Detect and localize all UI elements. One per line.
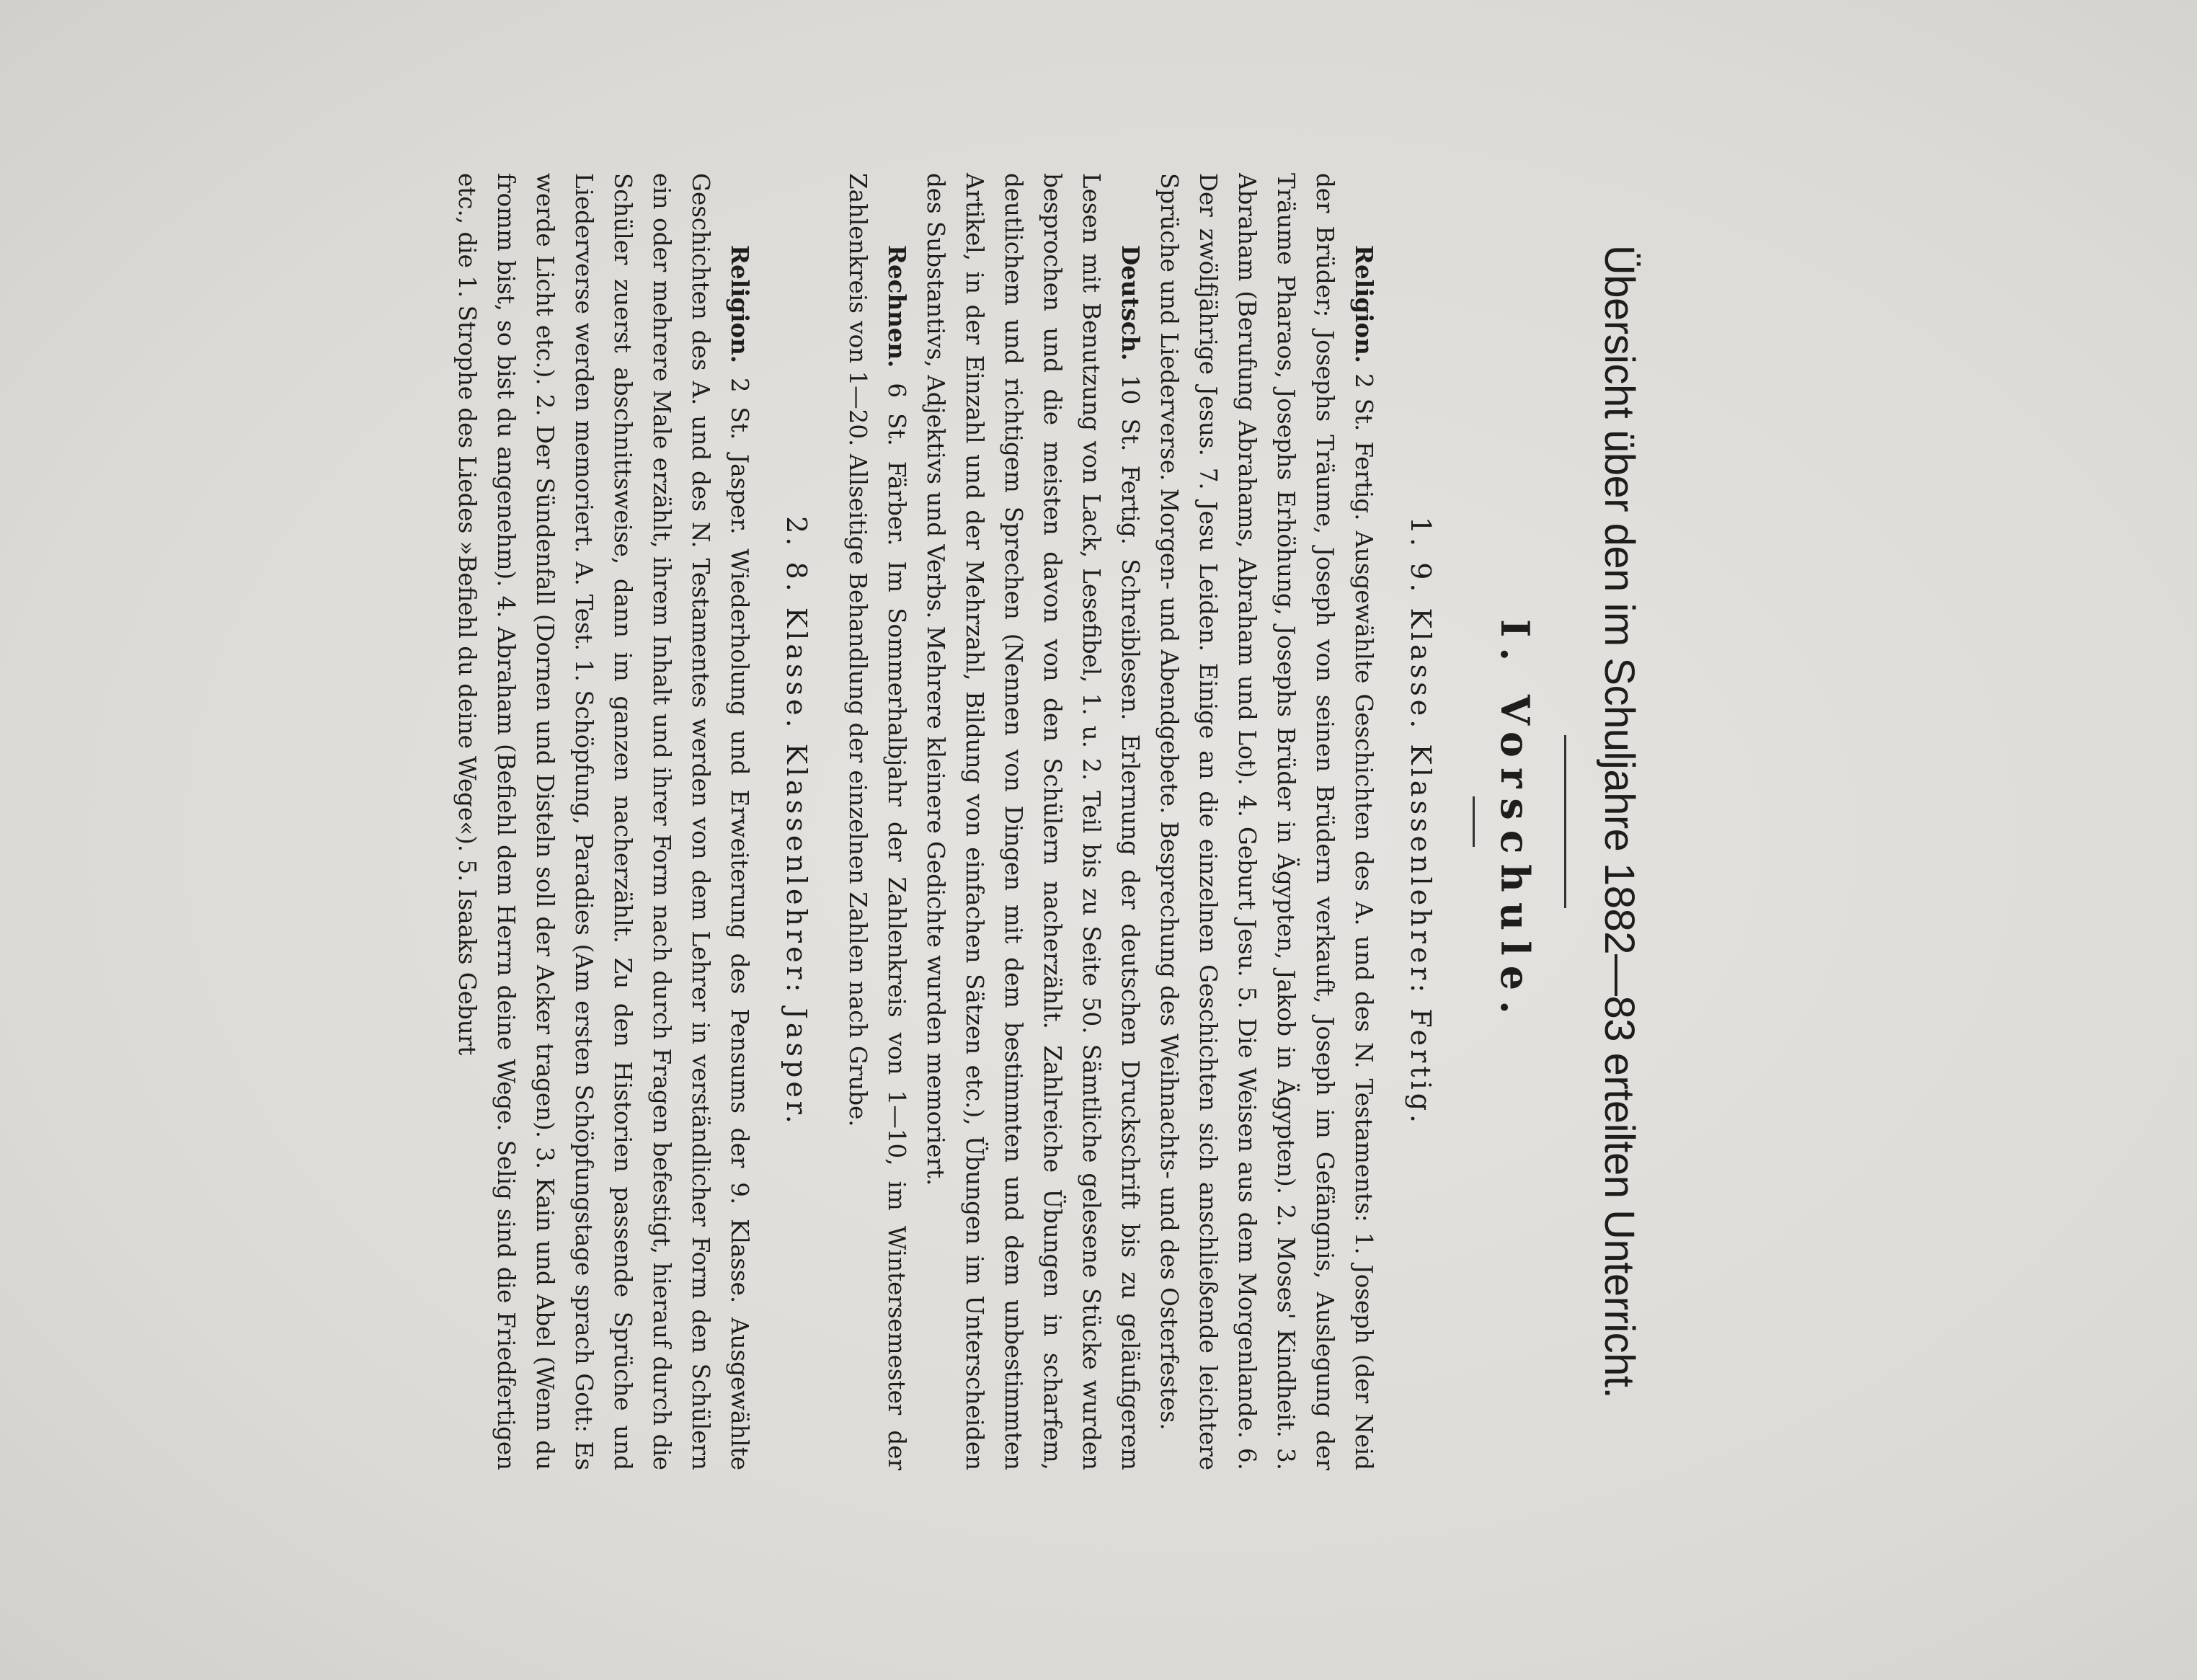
subject-text: 10 St. Fertig. Schreiblesen. Erlernung der deutschen Druckschrift bis zu geläufigerem Lesen mit Benutzung von Lack, Lesefibel, 1. u. 2. Teil bis zu Seite 50. Sämtliche gelesene Stücke wurden besprochen und die meisten davon von den Schülern nacherzählt. Zahlreiche Übungen in scharfem, deutlichem und richtigem Sprechen (Nennen von Dingen mit dem bestimmten und dem unbestimmten Artikel, in der Einzahl und der Mehrzahl, Bildung von einfachen Sätzen etc.), Übungen im Unterscheiden des Substantivs, Adjektivs und Verbs. Mehrere kleinere Gedichte wurden memoriert. <box>922 173 1144 1470</box>
subject-lead: Rechnen. <box>883 245 911 368</box>
class-heading-9: 1. 9. Klasse. Klassenlehrer: Fertig. <box>1405 516 1437 1127</box>
subject-paragraph-rechnen-9 <box>838 173 916 1470</box>
document-title: Übersicht über den im Schuljahre 1882—83 erteilten Unterricht. <box>1596 244 1643 1399</box>
section-divider <box>1473 796 1475 847</box>
title-divider <box>1564 735 1566 908</box>
subject-paragraph-religion-9 <box>1150 173 1383 1470</box>
subject-text: 2 St. Fertig. Ausgewählte Geschichten des A. und des N. Testaments: 1. Joseph (der Neid der Brüder; Josephs Träume, Joseph von seinen Brüdern verkauft, Joseph im Gefängnis, Auslegung der Träume Pharaos, Josephs Erhöhung, Josephs Brüder in Ägypten, Jakob in Ägypten). 2. Moses' Kindheit. 3. Abraham (Berufung Abrahams, Abraham und Lot). 4. Geburt Jesu. 5. Die Weisen aus dem Morgenlande. 6. Der zwölfjährige Jesus. 7. Jesu Leiden. Einige an die einzelnen Geschichten sich anschließende leichtere Sprüche und Liederverse. Morgen- und Abendgebete. Besprechung des Weihnachts- und des Osterfestes. <box>1155 173 1377 1470</box>
subject-text: 6 St. Färber. Im Sommerhalbjahr der Zahlenkreis von 1—10, im Wintersemester der Zahlenkreis von 1—20. Allseitige Behandlung der einzelnen Zahlen nach Grube. <box>844 173 910 1470</box>
rotated-document-page <box>0 58 1730 1571</box>
subject-lead: Religion. <box>1350 245 1378 364</box>
section-title: I. Vorschule. <box>1492 619 1538 1024</box>
subject-text: 2 St. Jasper. Wiederholung und Erweiterung des Pensums der 9. Klasse. Ausgewählte Geschichten des A. und des N. Testamentes werden von dem Lehrer in verständlicher Form den Schülern ein oder mehrere Male erzählt, ihrem Inhalt und ihrer Form nach durch Fragen befestigt, hierauf durch die Schüler zuerst abschnittsweise, dann im ganzen nacherzählt. Zu den Historien passende Sprüche und Liederverse werden memoriert. A. Test. 1. Schöpfung, Paradies (Am ersten Schöpfungstage sprach Gott: Es werde Licht etc.). 2. Der Sündenfall (Dornen und Disteln soll der Acker tragen). 3. Kain und Abel (Wenn du fromm bist, so bist du angenehm). 4. Abraham (Befiehl dem Herrn deine Wege. Selig sind die Friedfertigen etc., die 1. Strophe des Liedes »Befiehl du deine Wege«). 5. Isaaks Geburt <box>453 173 753 1470</box>
subject-paragraph-deutsch-9 <box>916 173 1150 1470</box>
subject-lead: Deutsch. <box>1117 245 1145 361</box>
class-heading-8: 2. 8. Klasse. Klassenlehrer: Jasper. <box>781 516 812 1127</box>
subject-lead: Religion. <box>726 245 754 364</box>
subject-paragraph-religion-8 <box>448 173 759 1470</box>
